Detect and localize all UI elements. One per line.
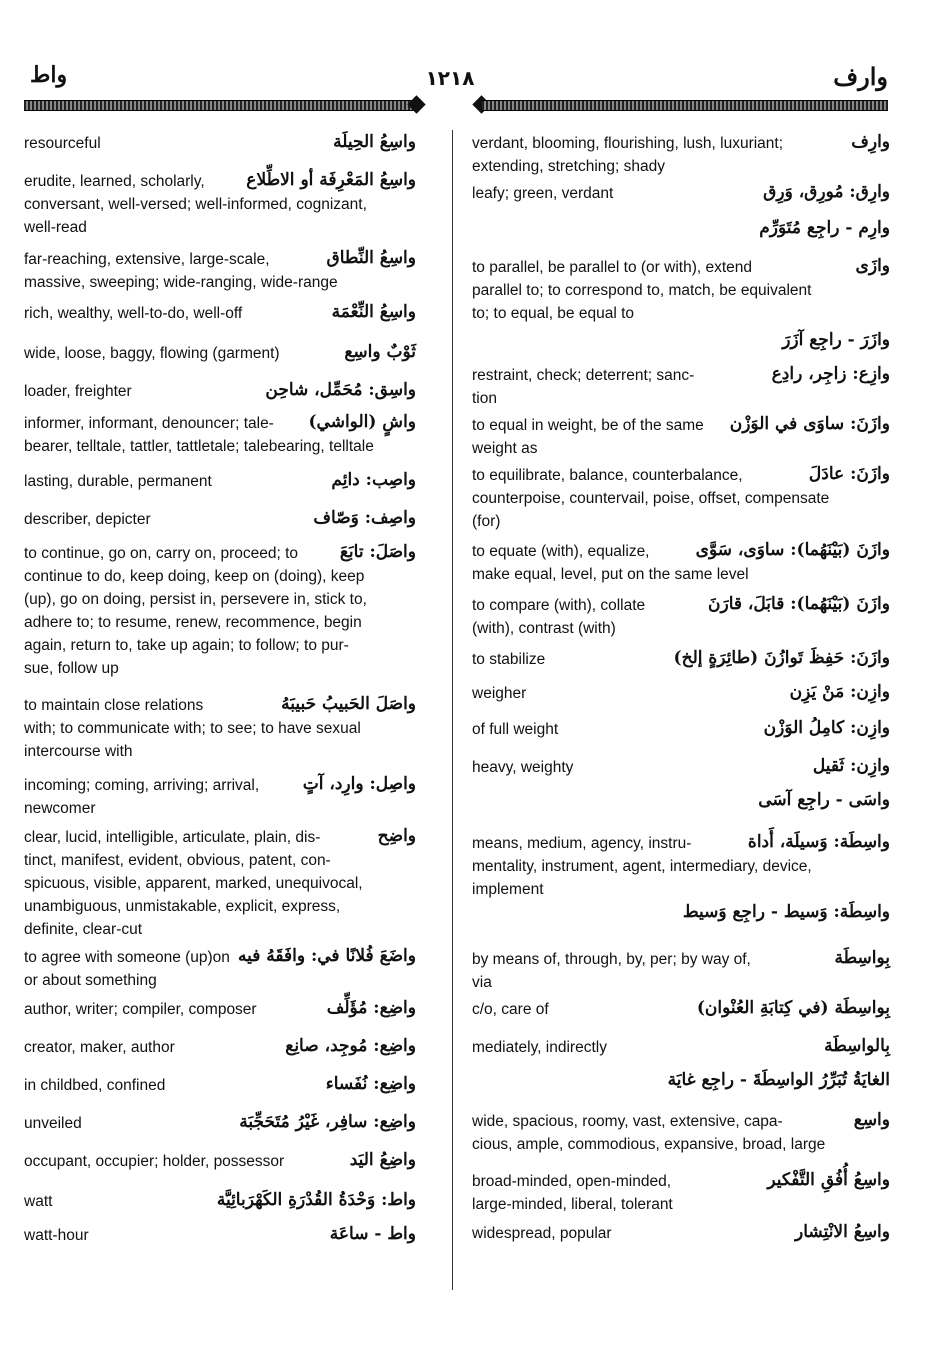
- dictionary-entry: [24, 342, 416, 365]
- definition-line: again, return to, take up again; to follow; to pur-: [24, 637, 349, 654]
- definition-line: weigher: [472, 685, 527, 702]
- dictionary-entry: [24, 998, 416, 1021]
- definition-line: sue, follow up: [24, 660, 119, 677]
- definition-line: or about something: [24, 972, 157, 989]
- entry-headword: واضِع: نُفَساء: [322, 1074, 416, 1094]
- definition-line: intercourse with: [24, 743, 133, 760]
- definition-line: mediately, indirectly: [472, 1039, 607, 1056]
- definition-line: spicuous, visible, apparent, marked, unequivocal,: [24, 875, 363, 892]
- definition-line: to agree with someone (up)on: [24, 949, 230, 966]
- definition-line: widespread, popular: [472, 1225, 612, 1242]
- definition-line: unveiled: [24, 1115, 82, 1132]
- definition-line: to equilibrate, balance, counterbalance,: [472, 467, 743, 484]
- entry-headword: وازَرَ - راجِع آزَرَ: [778, 330, 890, 350]
- dictionary-entry: [472, 682, 890, 705]
- dictionary-entry: [472, 1222, 890, 1245]
- entry-headword: وازَنَ: عادَلَ: [805, 464, 890, 484]
- entry-headword: وازِن: ثَقيل: [809, 756, 890, 776]
- definition-line: wide, loose, baggy, flowing (garment): [24, 345, 280, 362]
- definition-line: with; to communicate with; to see; to have sexual: [24, 720, 361, 737]
- entry-headword: واط: وَحْدَةُ القُدْرَةِ الكَهْرَبائِيَّة: [213, 1190, 416, 1210]
- dictionary-entry: [24, 1190, 416, 1213]
- definition-line: occupant, occupier; holder, possessor: [24, 1153, 285, 1170]
- entry-headword: واضِع: مُوجِد، صانِع: [281, 1036, 416, 1056]
- guide-word-left: واط: [30, 62, 68, 88]
- dictionary-entry: [24, 248, 416, 294]
- definition-line: clear, lucid, intelligible, articulate, plain, dis-: [24, 829, 321, 846]
- definition-line: to continue, go on, carry on, proceed; to: [24, 545, 299, 562]
- entry-headword: واضِع: مُؤَلِّف: [323, 998, 416, 1018]
- definition-line: massive, sweeping; wide-ranging, wide-range: [24, 274, 338, 291]
- dictionary-entry: [24, 694, 416, 763]
- dictionary-entry: [472, 718, 890, 741]
- dictionary-entry: [472, 1170, 890, 1216]
- definition-line: creator, maker, author: [24, 1039, 175, 1056]
- definition-line: bearer, telltale, tattler, tattletale; talebearing, telltale: [24, 438, 374, 455]
- definition-line: mentality, instrument, agent, intermediary, device,: [472, 858, 812, 875]
- definition-line: weight as: [472, 440, 538, 457]
- dictionary-entry: [472, 132, 890, 178]
- entry-headword: وارِق: مُورِق، وَرِق: [759, 182, 890, 202]
- entry-headword: واصِب: دائِم: [327, 470, 416, 490]
- page-header: [0, 0, 932, 120]
- definition-line: informer, informant, denouncer; tale-: [24, 415, 274, 432]
- definition-line: to equate (with), equalize,: [472, 543, 650, 560]
- dictionary-entry: [24, 508, 416, 531]
- definition-line: unambiguous, unmistakable, explicit, express,: [24, 898, 341, 915]
- definition-line: author, writer; compiler, composer: [24, 1001, 257, 1018]
- definition-line: newcomer: [24, 800, 96, 817]
- entry-headword: واسِق: مُحَمِّل، شاحِن: [261, 380, 416, 400]
- dictionary-entry: [472, 648, 890, 671]
- definition-line: adhere to; to resume, renew, recommence, begin: [24, 614, 362, 631]
- definition-line: (with), contrast (with): [472, 620, 616, 637]
- dictionary-entry: [24, 1112, 416, 1135]
- definition-line: well-read: [24, 219, 87, 236]
- definition-line: to equal in weight, be of the same: [472, 417, 704, 434]
- definition-line: make equal, level, put on the same level: [472, 566, 749, 583]
- definition-line: rich, wealthy, well-to-do, well-off: [24, 305, 243, 322]
- definition-line: wide, spacious, roomy, vast, extensive, capa-: [472, 1113, 783, 1130]
- definition-line: lasting, durable, permanent: [24, 473, 212, 490]
- dictionary-entry: [24, 1150, 416, 1173]
- dictionary-entry: [24, 1074, 416, 1097]
- dictionary-entry: [24, 946, 416, 992]
- dictionary-entry: [472, 998, 890, 1021]
- dictionary-entry: [24, 826, 416, 941]
- definition-line: counterpoise, countervail, poise, offset, compensate: [472, 490, 830, 507]
- dictionary-entry: [24, 1036, 416, 1059]
- entry-headword: واط - ساعَة: [326, 1224, 416, 1244]
- entry-headword: واسِعُ الانْتِشار: [791, 1222, 890, 1242]
- dictionary-entry: [24, 170, 416, 239]
- dictionary-entry: [24, 380, 416, 403]
- entry-definition: [472, 132, 890, 178]
- definition-line: via: [472, 974, 492, 991]
- definition-line: by means of, through, by, per; by way of,: [472, 951, 751, 968]
- definition-line: means, medium, agency, instru-: [472, 835, 692, 852]
- definition-line: watt: [24, 1193, 53, 1210]
- dictionary-entry: [472, 756, 890, 779]
- definition-line: erudite, learned, scholarly,: [24, 173, 205, 190]
- definition-line: incoming; coming, arriving; arrival,: [24, 777, 260, 794]
- entry-headword: بِواسِطَة: [830, 948, 890, 968]
- dictionary-entry: [24, 774, 416, 820]
- entry-headword: بِالواسِطَة: [820, 1036, 890, 1056]
- entry-headword: واضِح: [374, 826, 416, 846]
- entry-headword: وازِن: كامِلُ الوَزْن: [760, 718, 890, 738]
- definition-line: restraint, check; deterrent; sanc-: [472, 367, 695, 384]
- definition-line: loader, freighter: [24, 383, 132, 400]
- definition-line: watt-hour: [24, 1227, 89, 1244]
- entry-headword: الغايَةُ تُبَرِّرُ الواسِطَةَ - راجِع غايَة: [664, 1070, 890, 1090]
- entry-headword: واصِل: وارِد، آتٍ: [299, 774, 416, 794]
- dictionary-entry: [472, 948, 890, 994]
- dictionary-entry: [472, 414, 890, 460]
- entry-headword: واضِعُ اليَد: [346, 1150, 416, 1170]
- definition-line: of full weight: [472, 721, 559, 738]
- entry-headword: ثَوْبٌ واسِع: [340, 342, 416, 362]
- definition-line: to parallel, be parallel to (or with), extend: [472, 259, 753, 276]
- definition-line: definite, clear-cut: [24, 921, 143, 938]
- definition-line: verdant, blooming, flourishing, lush, luxuriant;: [472, 135, 784, 152]
- definition-line: c/o, care of: [472, 1001, 549, 1018]
- definition-line: far-reaching, extensive, large-scale,: [24, 251, 270, 268]
- entry-definition: [472, 1110, 890, 1156]
- dictionary-entry: [24, 1224, 416, 1247]
- definition-line: tinct, manifest, evident, obvious, patent, con-: [24, 852, 331, 869]
- dictionary-entry: [472, 540, 890, 586]
- entry-headword: واسَى - راجِع آسَى: [754, 790, 890, 810]
- entry-headword: واصَلَ: تابَعَ: [336, 542, 416, 562]
- entry-headword: وازَنَ: حَفِظَ تَوازُنَ (طائِرَةٍ إلخ): [670, 648, 890, 668]
- column-divider: [452, 130, 453, 1290]
- definition-line: to; to equal, be equal to: [472, 305, 635, 322]
- definition-line: heavy, weighty: [472, 759, 574, 776]
- entry-definition: [472, 948, 890, 994]
- definition-line: extending, stretching; shady: [472, 158, 666, 175]
- definition-line: resourceful: [24, 135, 101, 152]
- dictionary-entry: [472, 1036, 890, 1059]
- definition-line: cious, ample, commodious, expansive, broad, large: [472, 1136, 826, 1153]
- definition-line: in childbed, confined: [24, 1077, 166, 1094]
- entry-headword: وارِف: [847, 132, 890, 152]
- dictionary-entry: [472, 1110, 890, 1156]
- entry-headword: واسِع: [850, 1110, 890, 1130]
- entry-headword: واشٍ (الواشي): [304, 412, 416, 432]
- definition-line: conversant, well-versed; well-informed, cognizant,: [24, 196, 367, 213]
- definition-line: large-minded, liberal, tolerant: [472, 1196, 673, 1213]
- guide-word-right: وارف: [833, 62, 888, 91]
- dictionary-entry: [472, 182, 890, 205]
- definition-line: implement: [472, 881, 544, 898]
- definition-line: (up), go on doing, persist in, persevere in, stick to,: [24, 591, 367, 608]
- entry-headword: وارِم - راجِع مُتَوَرِّم: [755, 218, 890, 238]
- entry-headword: واسِطَة: وَسيط - راجِع وَسيط: [679, 902, 890, 922]
- entry-headword: وازِن: مَنْ يَزِن: [786, 682, 890, 702]
- header-rule-left: [24, 100, 418, 111]
- definition-line: parallel to; to correspond to, match, be equivalent: [472, 282, 812, 299]
- dictionary-entry: [24, 132, 416, 155]
- definition-line: to maintain close relations: [24, 697, 204, 714]
- definition-line: to compare (with), collate: [472, 597, 646, 614]
- dictionary-entry: [24, 470, 416, 493]
- entry-headword: وازَى: [852, 256, 890, 276]
- definition-line: continue to do, keep doing, keep on (doing), keep: [24, 568, 365, 585]
- entry-headword: واسِعُ النِّعْمَة: [328, 302, 416, 322]
- entry-headword: واصِف: وَصّاف: [309, 508, 416, 528]
- entry-definition: [24, 542, 416, 680]
- header-rule-right: [482, 100, 888, 111]
- entry-headword: واسِعُ أُفُقِ التَّفْكير: [763, 1170, 890, 1190]
- definition-line: tion: [472, 390, 497, 407]
- definition-line: broad-minded, open-minded,: [472, 1173, 672, 1190]
- dictionary-entry: [472, 594, 890, 640]
- dictionary-entry: [472, 832, 890, 901]
- dictionary-entry: [472, 364, 890, 410]
- definition-line: to stabilize: [472, 651, 546, 668]
- page-number: ١٢١٨: [425, 66, 475, 90]
- entry-headword: وازَنَ: ساوَى في الوَزْن: [726, 414, 890, 434]
- definition-line: (for): [472, 513, 501, 530]
- entry-headword: واصَلَ الحَبيبُ حَبيبَهُ: [277, 694, 416, 714]
- entry-headword: واضِع: سافِر، غَيْرُ مُتَحَجِّبَة: [235, 1112, 416, 1132]
- entry-headword: واضَعَ فُلانًا في: وافَقَهُ فيه: [234, 946, 416, 966]
- dictionary-entry: [24, 302, 416, 325]
- dictionary-entry: [472, 464, 890, 533]
- entry-definition: [24, 826, 416, 941]
- entry-headword: بِواسِطَة (في كِتابَةِ العُنْوان): [693, 998, 890, 1018]
- entry-headword: وازَنَ (بَيْنَهُما): قابَلَ، قارَنَ: [704, 594, 890, 614]
- dictionary-entry: [24, 412, 416, 458]
- entry-headword: واسِعُ المَعْرِفَة أو الاطِّلاع: [242, 170, 416, 190]
- entry-headword: وازَنَ (بَيْنَهُما): ساوَى، سَوَّى: [692, 540, 890, 560]
- entry-headword: واسِعُ النِّطاق: [323, 248, 417, 268]
- entry-headword: وازِع: زاجِر، رادِع: [768, 364, 890, 384]
- definition-line: describer, depicter: [24, 511, 151, 528]
- definition-line: leafy; green, verdant: [472, 185, 614, 202]
- entry-headword: واسِعُ الحِيلَة: [329, 132, 416, 152]
- dictionary-entry: [472, 256, 890, 325]
- entry-definition: [472, 256, 890, 325]
- dictionary-entry: [24, 542, 416, 680]
- entry-headword: واسِطَة: وَسيلَة، أَداة: [744, 832, 890, 852]
